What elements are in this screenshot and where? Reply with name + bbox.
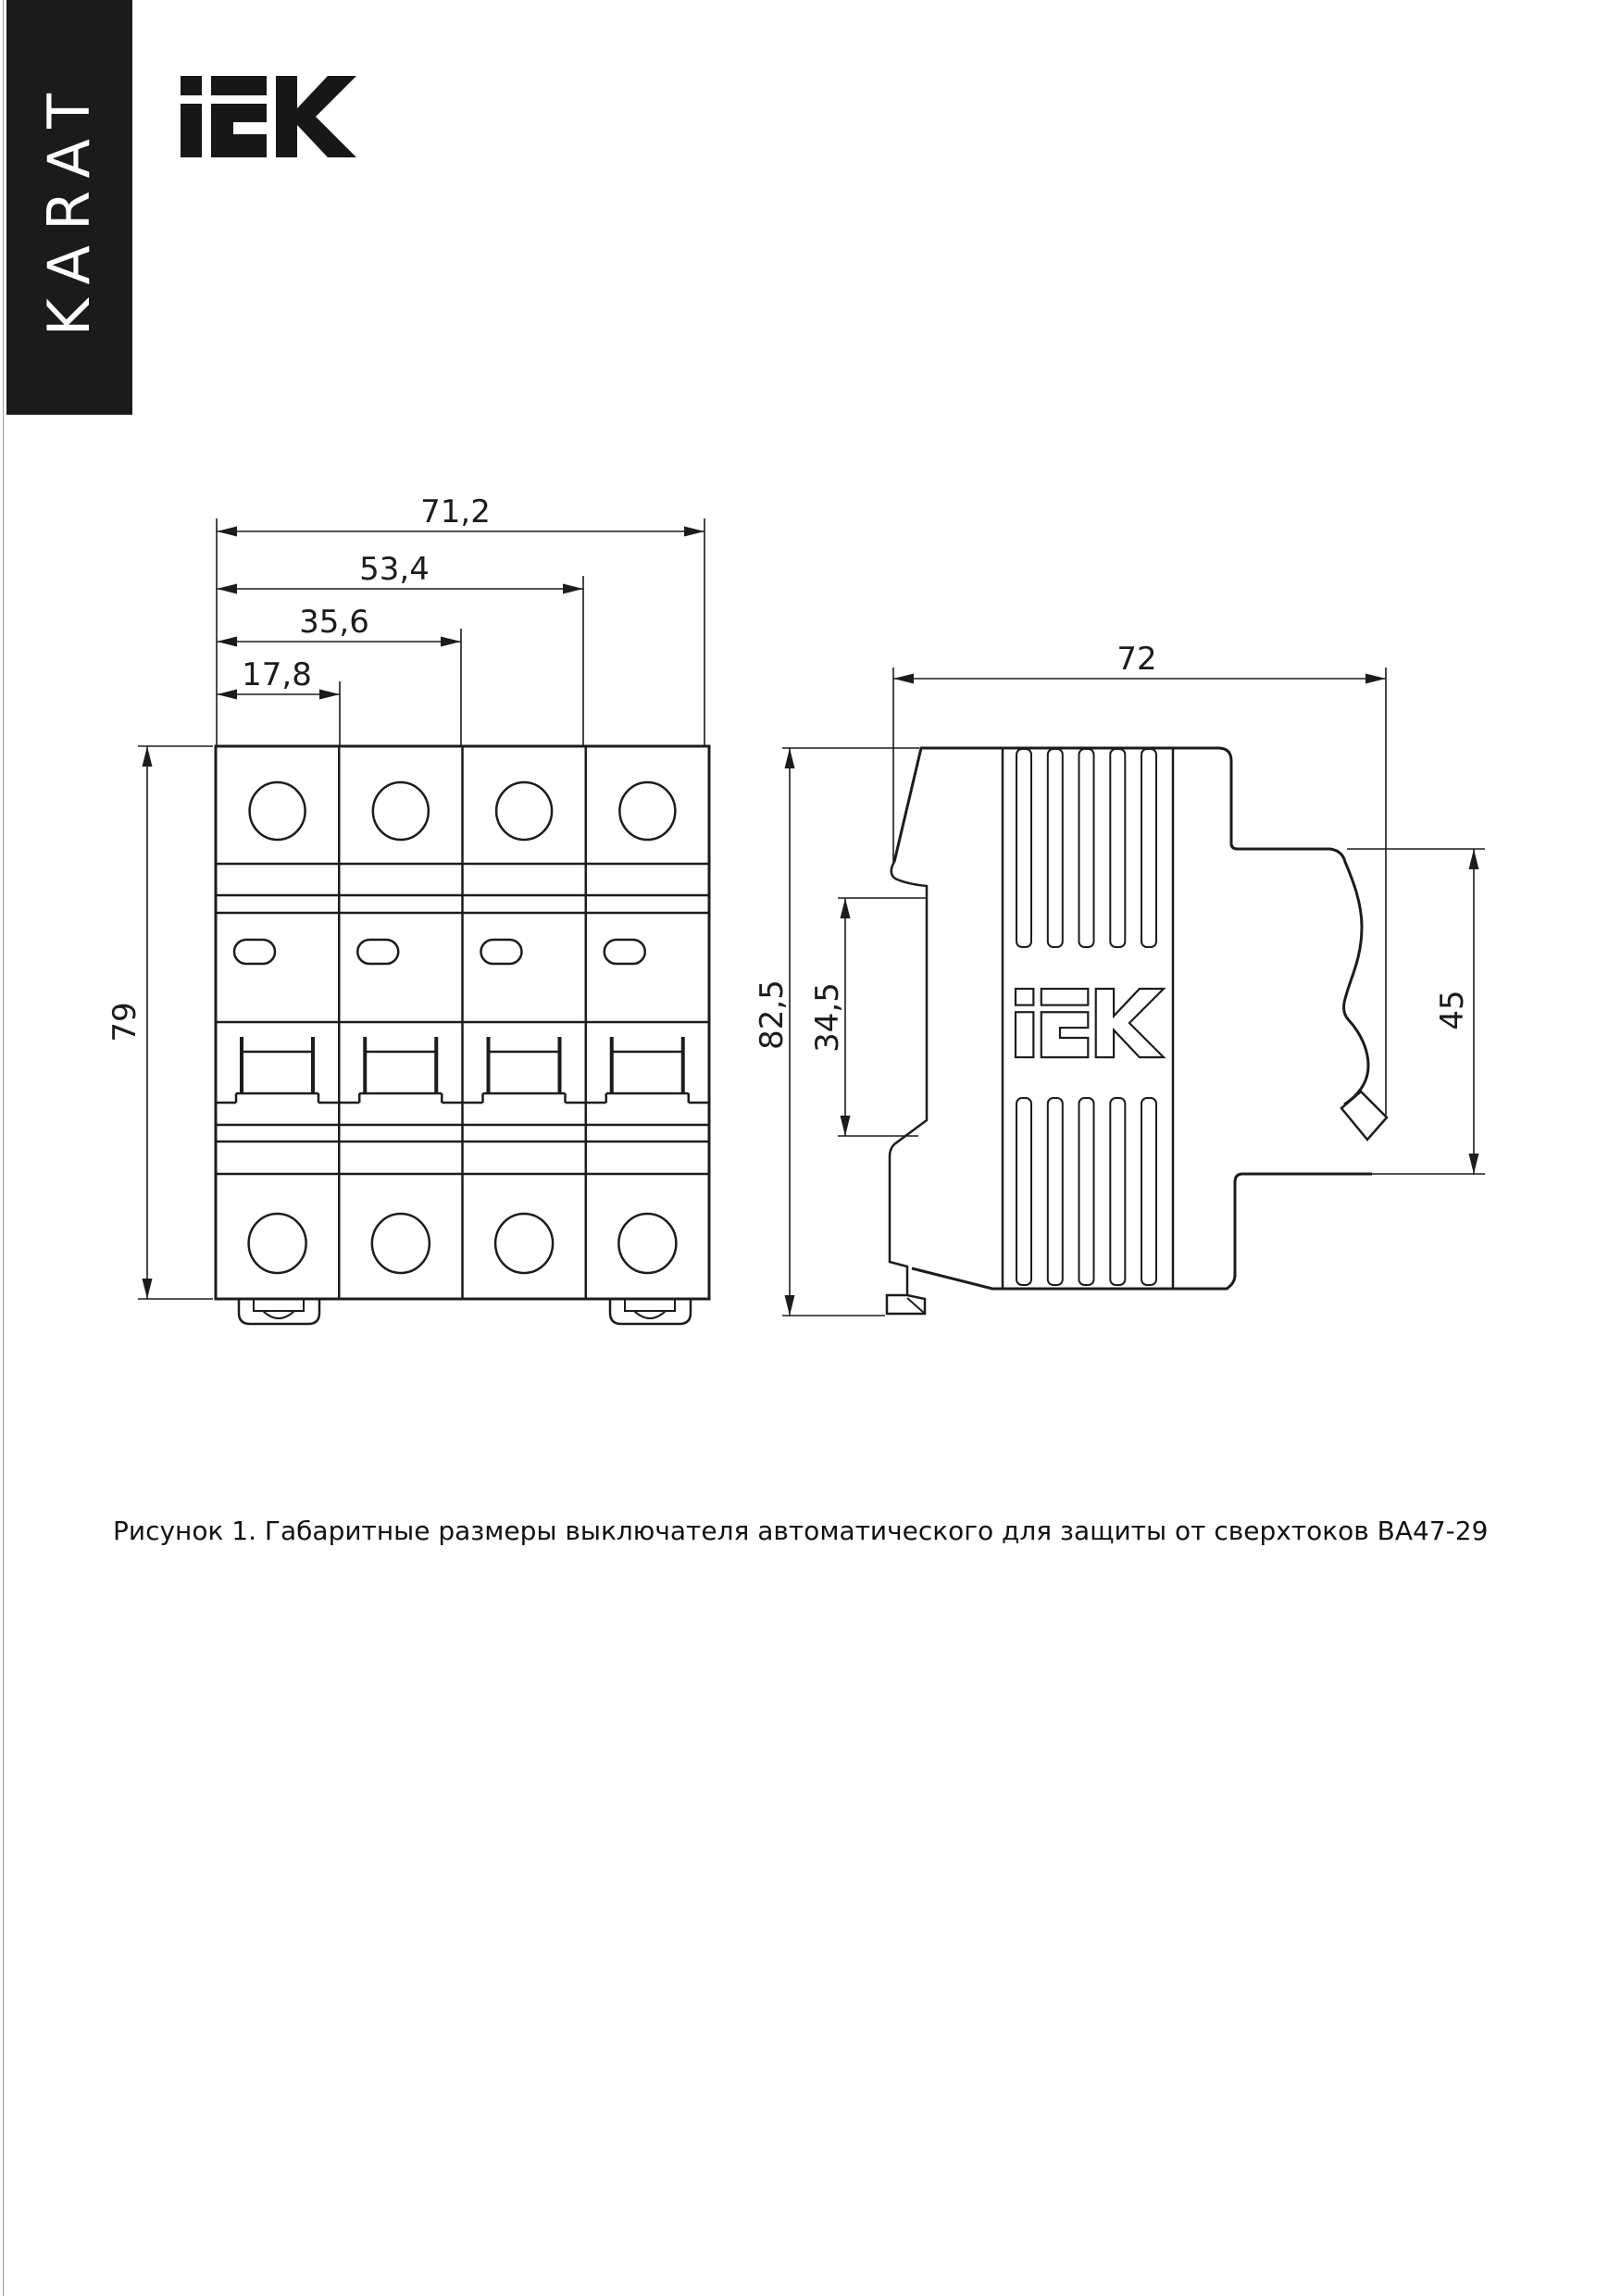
dim-label-17-8: 17,8: [242, 656, 312, 693]
din-clip-left: [239, 1299, 319, 1324]
vent-slots-upper: [1016, 749, 1156, 947]
iek-logo-outline: [1016, 989, 1164, 1057]
dim-label-82-5: 82,5: [754, 980, 791, 1050]
din-clip-right: [610, 1299, 691, 1324]
dim-label-71-2: 71,2: [420, 493, 491, 530]
pole-3: [463, 782, 586, 1273]
dim-label-34-5: 34,5: [809, 982, 846, 1053]
dim-label-53-4: 53,4: [359, 551, 430, 588]
vent-slots-lower: [1016, 1098, 1156, 1285]
pole-4: [586, 782, 709, 1273]
dim-label-72: 72: [1116, 641, 1157, 678]
pole-2: [339, 782, 462, 1273]
karat-banner-label: KARAT: [35, 78, 103, 337]
dim-label-35-6: 35,6: [299, 604, 369, 641]
side-view-dimensions: [754, 641, 1485, 1316]
dim-label-45: 45: [1434, 990, 1471, 1030]
iek-logo: [181, 76, 356, 157]
figure-caption: Рисунок 1. Габаритные размеры выключателя автоматического для защиты от сверхтоков ВА47-29: [113, 1516, 1489, 1546]
dim-label-79: 79: [106, 1002, 143, 1042]
front-view: [216, 746, 709, 1324]
side-view: [887, 748, 1387, 1314]
pole-1: [216, 782, 339, 1273]
